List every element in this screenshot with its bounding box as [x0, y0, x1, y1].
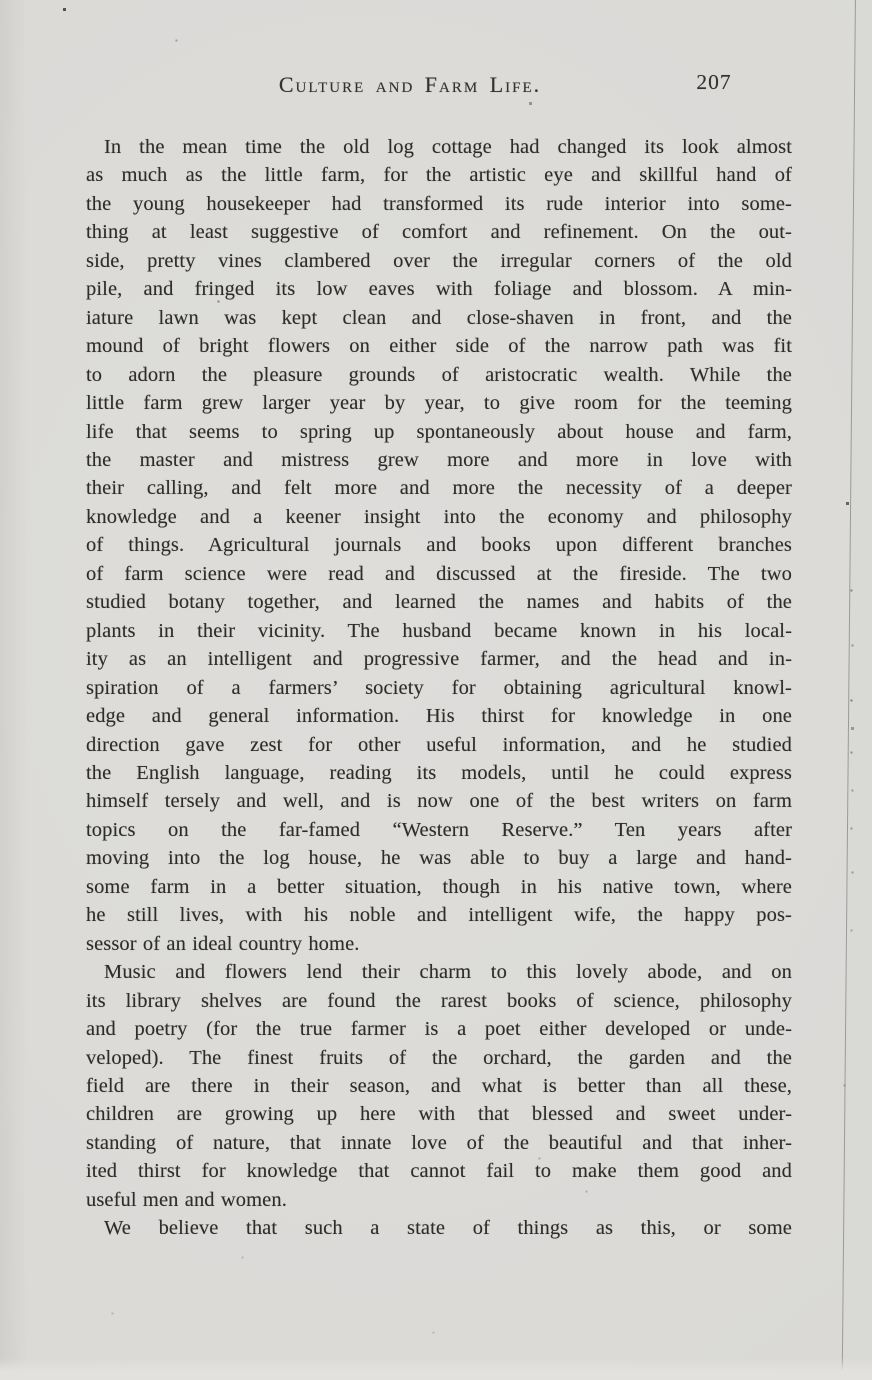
text-line: field are there in their season, and what is better than all these, [86, 1074, 792, 1097]
text-line: and poetry (for the true farmer is a poet either developed or unde- [86, 1018, 792, 1041]
text-line: iature lawn was kept clean and close-shaven in front, and the [86, 306, 792, 329]
text-line: as much as the little farm, for the artistic eye and skillful hand of [86, 164, 792, 187]
text-line: he still lives, with his noble and intelligent wife, the happy pos- [86, 904, 792, 927]
paragraph [86, 1214, 792, 1242]
page-number: 207 [696, 70, 732, 94]
text-line: mound of bright flowers on either side of the narrow path was fit [86, 335, 792, 358]
text-line: studied botany together, and learned the names and habits of the [86, 591, 792, 614]
scan-speckles [0, 0, 1, 1]
text-line: ity as an intelligent and progressive farmer, and the head and in- [86, 648, 792, 671]
text-line: the English language, reading its models, until he could express [86, 761, 792, 784]
text-line: to adorn the pleasure grounds of aristocratic wealth. While the [86, 363, 792, 386]
text-line: some farm in a better situation, though in his native town, where [86, 875, 792, 898]
text-line: little farm grew larger year by year, to give room for the teeming [86, 392, 792, 415]
text-line: their calling, and felt more and more the necessity of a deeper [86, 477, 792, 500]
text-line: moving into the log house, he was able to buy a large and hand- [86, 847, 792, 870]
text-line: thing at least suggestive of comfort and refinement. On the out- [86, 221, 792, 244]
text-line: life that seems to spring up spontaneously about house and farm, [86, 420, 792, 443]
text-line: edge and general information. His thirst for knowledge in one [86, 705, 792, 728]
scan-bottom-band [0, 1358, 872, 1380]
text-line: its library shelves are found the rarest books of science, philosophy [86, 989, 792, 1012]
scan-left-shade [0, 0, 28, 1380]
text-line: In the mean time the old log cottage had changed its look almost [104, 136, 792, 158]
text-line: pile, and fringed its low eaves with foliage and blossom. A min- [86, 278, 792, 301]
text-line: Music and flowers lend their charm to this lovely abode, and on [104, 961, 792, 984]
text-line: topics on the far-famed “Western Reserve.” Ten years after [86, 818, 792, 841]
text-line: standing of nature, that innate love of the beautiful and that inher- [86, 1131, 792, 1154]
text-line: the young housekeeper had transformed its rude interior into some- [86, 192, 792, 215]
text-line: ited thirst for knowledge that cannot fail to make them good and [86, 1160, 792, 1183]
paragraph [86, 133, 792, 958]
text-line: the master and mistress grew more and more in love with [86, 448, 792, 471]
text-line: useful men and women. [86, 1188, 287, 1211]
text-line: knowledge and a keener insight into the economy and philosophy [86, 505, 792, 528]
text-line: himself tersely and well, and is now one of the best writers on farm [86, 790, 792, 813]
page-edge-strip [842, 0, 872, 1380]
text-line: of farm science were read and discussed at the fireside. The two [86, 562, 792, 585]
text-line: spiration of a farmers’ society for obtaining agricultural knowl- [86, 676, 792, 699]
running-header-title: Culture and Farm Life. [278, 72, 542, 97]
text-line: veloped). The finest fruits of the orchard, the garden and the [86, 1046, 792, 1069]
text-line: direction gave zest for other useful information, and he studied [86, 733, 792, 756]
text-line: plants in their vicinity. The husband became known in his local- [86, 619, 792, 642]
text-block [86, 133, 792, 1243]
paragraph [86, 958, 792, 1214]
text-line: of things. Agricultural journals and books upon different branches [86, 534, 792, 557]
text-line: children are growing up here with that blessed and sweet under- [86, 1103, 792, 1126]
text-line: We believe that such a state of things as this, or some [104, 1217, 792, 1240]
running-header [0, 72, 872, 102]
text-line: sessor of an ideal country home. [86, 932, 360, 955]
text-line: side, pretty vines clambered over the irregular corners of the old [86, 249, 792, 272]
